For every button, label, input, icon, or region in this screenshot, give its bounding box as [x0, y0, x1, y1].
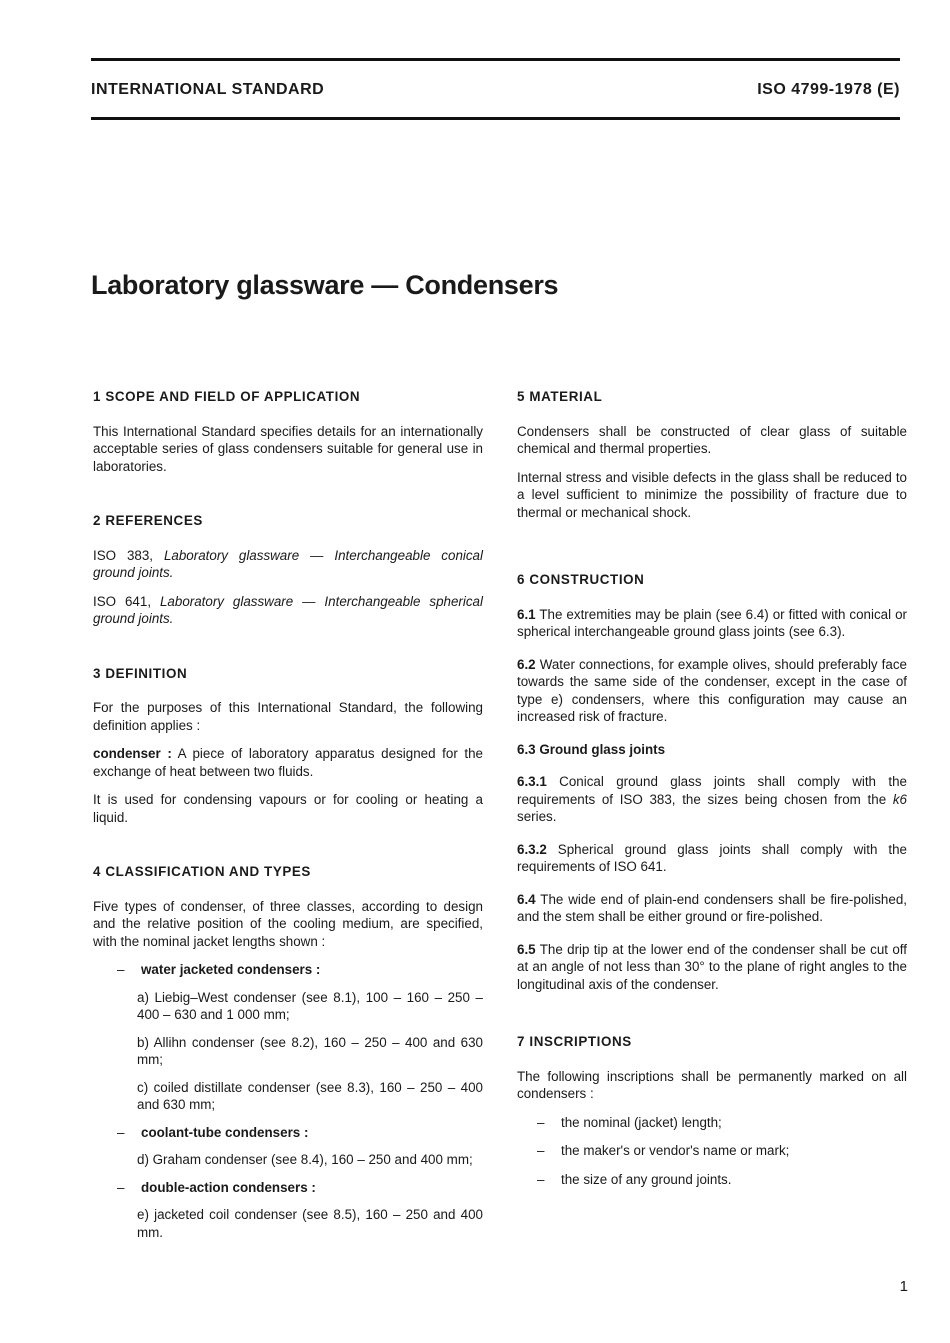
reference-code: ISO 641,	[93, 593, 152, 609]
clause	[517, 941, 907, 994]
inscription-text: the nominal (jacket) length;	[561, 1114, 722, 1130]
page-number: 1	[899, 1278, 908, 1295]
dash-marker: –	[117, 1124, 125, 1140]
class-group	[117, 961, 483, 979]
clause	[517, 656, 907, 726]
inscription-text: the maker's or vendor's name or mark;	[561, 1143, 790, 1158]
reference-item	[93, 593, 483, 628]
clause-text: The extremities may be plain (see 6.4) or fitted with conical or spherical interchangeable ground glass joints (see 6.3).	[517, 606, 907, 639]
section-heading: 1 SCOPE AND FIELD OF APPLICATION	[93, 389, 361, 404]
clause	[517, 773, 907, 826]
clause	[517, 841, 907, 876]
clause	[517, 891, 907, 926]
definition-text: A piece of laboratory apparatus designed for the exchange of heat between two fluids.	[93, 746, 483, 779]
paragraph: It is used for condensing vapours or for cooling or heating a liquid.	[93, 792, 483, 825]
section-heading: 7 INSCRIPTIONS	[517, 1034, 632, 1049]
document-type-label: INTERNATIONAL STANDARD	[91, 81, 325, 98]
clause-text: The wide end of plain-end condensers shall be fire-polished, and the stem shall be either ground or fire-polished.	[517, 891, 907, 924]
dash-marker: –	[537, 1143, 545, 1158]
definition	[93, 745, 483, 780]
paragraph: Condensers shall be constructed of clear glass of suitable chemical and thermal properties.	[517, 423, 907, 456]
standard-number: ISO 4799-1978 (E)	[757, 81, 900, 98]
paragraph: For the purposes of this International Standard, the following definition applies :	[93, 700, 483, 733]
section-heading: 6 CONSTRUCTION	[517, 572, 645, 587]
type-item: a) Liebig–West condenser (see 8.1), 100 – 160 – 250 – 400 – 630 and 1 000 mm;	[137, 989, 483, 1022]
inscription-text: the size of any ground joints.	[561, 1171, 732, 1187]
reference-title: Laboratory glassware — Interchangeable spherical ground joints.	[93, 593, 483, 626]
section-heading: 4 CLASSIFICATION AND TYPES	[93, 864, 311, 879]
clause-text: series.	[517, 809, 557, 824]
section-heading: 2 REFERENCES	[93, 513, 203, 528]
reference-item	[93, 547, 483, 582]
clause-number: 6.1	[517, 606, 536, 622]
paragraph: Five types of condenser, of three classes, according to design and the relative position of the cooling medium, are specified, with the nominal jacket lengths shown :	[93, 898, 483, 949]
section-references	[93, 512, 483, 628]
section-construction	[517, 571, 907, 993]
paragraph: Internal stress and visible defects in the glass shall be reduced to a level sufficient to minimize the possibility of fracture due to thermal or mechanical shock.	[517, 469, 907, 520]
clause-number: 6.4	[517, 891, 536, 907]
definition-term: condenser :	[93, 746, 172, 761]
dash-marker: –	[117, 962, 125, 977]
header-top-rule	[91, 58, 900, 61]
dash-marker: –	[117, 1179, 125, 1195]
clause-series: k6	[892, 791, 907, 807]
class-group-label: water jacketed condensers :	[141, 962, 321, 977]
section-scope	[93, 388, 483, 475]
type-item: b) Allihn condenser (see 8.2), 160 – 250 – 400 and 630 mm;	[137, 1034, 483, 1067]
dash-marker: –	[537, 1114, 545, 1130]
clause-text: Water connections, for example olives, should preferably face towards the same side of the condenser, except in the case of type e) condensers, where this configuration may cause an increased risk of fracture.	[517, 656, 907, 724]
clause-text: Spherical ground glass joints shall comply with the requirements of ISO 641.	[517, 841, 907, 874]
inscription-item	[537, 1114, 907, 1132]
subsection-heading: 6.3 Ground glass joints	[517, 741, 666, 757]
page-title: Laboratory glassware — Condensers	[91, 270, 559, 300]
reference-title: Laboratory glassware — Interchangeable conical ground joints.	[93, 547, 483, 580]
dash-marker: –	[537, 1171, 545, 1187]
inscription-item	[537, 1171, 907, 1189]
class-group-label: coolant-tube condensers :	[141, 1124, 309, 1140]
right-column	[517, 388, 907, 1225]
clause	[517, 606, 907, 641]
inscription-item	[537, 1142, 907, 1160]
header-bottom-rule	[91, 117, 900, 120]
clause-number: 6.2	[517, 656, 536, 672]
class-group	[117, 1124, 483, 1142]
section-definition	[93, 665, 483, 827]
clause-text: Conical ground glass joints shall comply with the requirements of ISO 383, the sizes being chosen from the	[517, 774, 907, 807]
left-column	[93, 388, 483, 1278]
clause-number: 6.3.2	[517, 841, 547, 857]
clause-number: 6.5	[517, 941, 536, 957]
section-material	[517, 388, 907, 521]
section-classification	[93, 863, 483, 1241]
section-inscriptions	[517, 1033, 907, 1188]
section-heading: 3 DEFINITION	[93, 665, 188, 681]
class-group	[117, 1179, 483, 1197]
clause-number: 6.3.1	[517, 774, 547, 789]
reference-code: ISO 383,	[93, 547, 154, 563]
type-item: e) jacketed coil condenser (see 8.5), 160 – 250 and 400 mm.	[137, 1207, 483, 1240]
type-item: d) Graham condenser (see 8.4), 160 – 250 and 400 mm;	[137, 1152, 473, 1167]
paragraph: This International Standard specifies details for an internationally acceptable series of glass condensers suitable for general use in laboratories.	[93, 423, 483, 474]
type-item: c) coiled distillate condenser (see 8.3), 160 – 250 – 400 and 630 mm;	[137, 1079, 483, 1112]
class-group-label: double-action condensers :	[141, 1179, 316, 1195]
section-heading: 5 MATERIAL	[517, 389, 603, 404]
paragraph: The following inscriptions shall be permanently marked on all condensers :	[517, 1068, 907, 1101]
clause-text: The drip tip at the lower end of the condenser shall be cut off at an angle of not less than 30° to the plane of right angles to the longitudinal axis of the condenser.	[517, 941, 907, 992]
